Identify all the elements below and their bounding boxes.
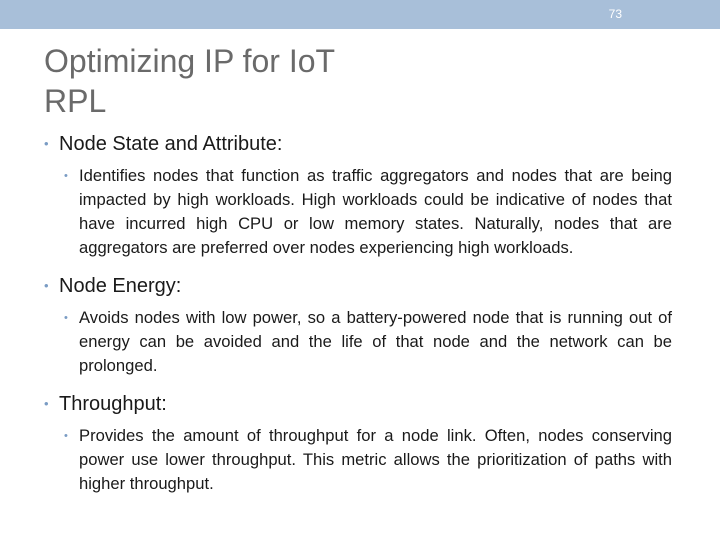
bullet-node-energy-detail: • Avoids nodes with low power, so a battery-powered node that is running out of energy can be avoided and the life of that node and the network can be prolonged. <box>64 306 672 378</box>
header-bar <box>0 0 720 29</box>
bullet-throughput-detail: • Provides the amount of throughput for a node link. Often, nodes conserving power use lower throughput. This metric allows the prioritization of paths with higher throughput. <box>64 424 672 496</box>
bullet-throughput-heading: • Throughput: <box>44 391 672 417</box>
slide-title-line-1: Optimizing IP for IoT <box>44 43 336 79</box>
slide-number: 73 <box>608 7 622 21</box>
bullet-node-state-detail: • Identifies nodes that function as traffic aggregators and nodes that are being impacted by high workloads. High workloads could be indicative of nodes that have incurred high CPU or low memory states. Naturally, nodes that are aggregators are preferred over nodes experiencing high workloads. <box>64 164 672 260</box>
slide-title <box>44 41 335 121</box>
slide-title-line-2: RPL <box>44 83 107 119</box>
slide-body <box>44 131 672 496</box>
bullet-node-energy-heading: • Node Energy: <box>44 273 672 299</box>
bullet-node-state-heading: • Node State and Attribute: <box>44 131 672 157</box>
